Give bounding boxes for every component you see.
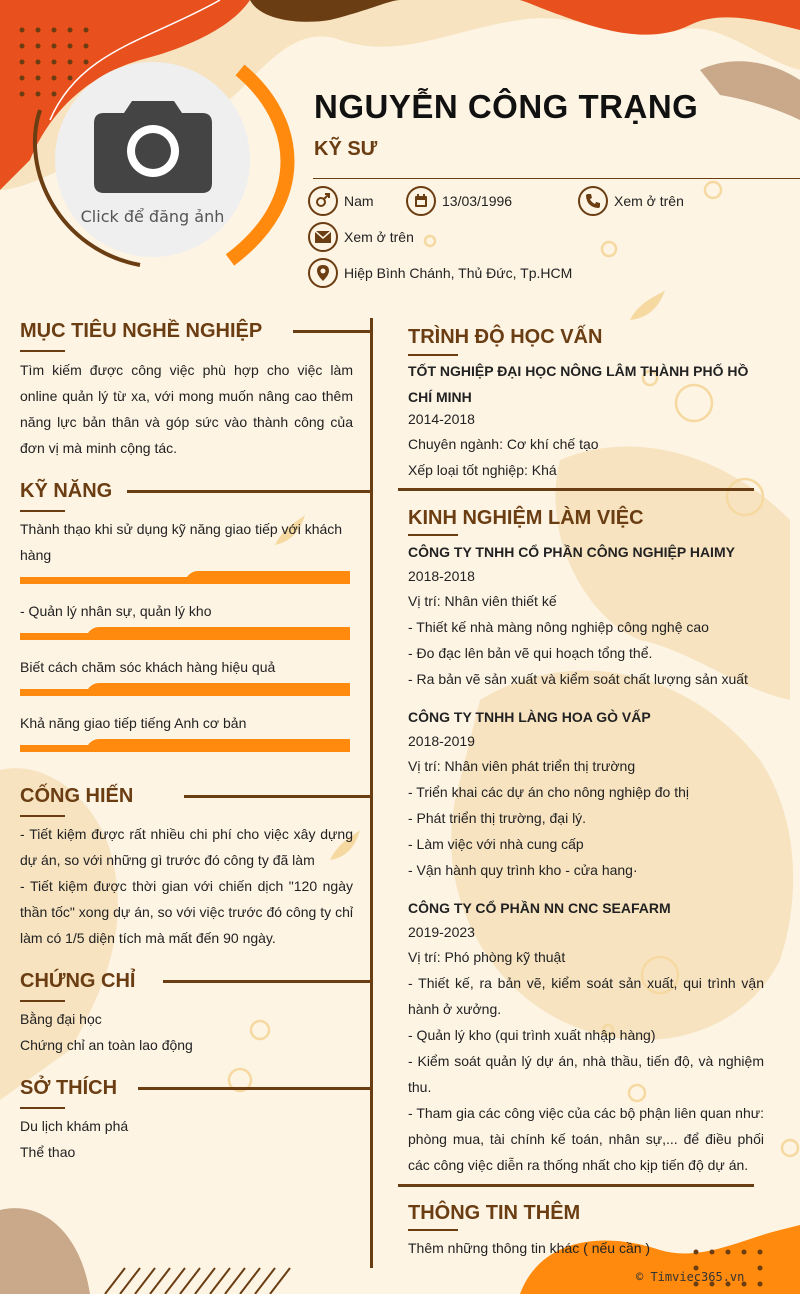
- extra-underline: [408, 1229, 458, 1231]
- education-rule: [398, 488, 754, 491]
- skills-rule: [127, 490, 371, 493]
- education-school[interactable]: TỐT NGHIỆP ĐẠI HỌC NÔNG LÂM THÀNH PHỐ HỒ CHÍ MINH: [408, 363, 749, 405]
- job-company[interactable]: CÔNG TY TNHH CỔ PHẦN CÔNG NGHIỆP HAIMY: [408, 544, 735, 560]
- skills-heading[interactable]: KỸ NĂNG: [20, 480, 113, 502]
- experience-rule: [398, 1184, 754, 1187]
- location-pin-icon: [308, 258, 338, 288]
- contribution-heading[interactable]: CỐNG HIẾN: [20, 785, 134, 807]
- skill-label[interactable]: Biết cách chăm sóc khách hàng hiệu quả: [20, 659, 276, 675]
- skill-label[interactable]: Khả năng giao tiếp tiếng Anh cơ bản: [20, 715, 247, 731]
- camera-icon: [94, 93, 212, 193]
- job-line[interactable]: - Vận hành quy trình kho - cửa hang·: [408, 862, 638, 878]
- education-major[interactable]: Chuyên ngành: Cơ khí chế tạo: [408, 436, 599, 452]
- job-line[interactable]: - Triển khai các dự án cho nông nghiệp đo thị: [408, 784, 689, 800]
- extra-text[interactable]: Thêm những thông tin khác ( nếu cần ): [408, 1240, 651, 1256]
- address-value: Hiệp Bình Chánh, Thủ Đức, Tp.HCM: [344, 265, 573, 281]
- job-line[interactable]: Vị trí: Nhân viên phát triển thị trường: [408, 758, 636, 774]
- job-line[interactable]: Vị trí: Nhân viên thiết kế: [408, 593, 557, 609]
- extra-heading[interactable]: THÔNG TIN THÊM: [408, 1202, 581, 1224]
- birthday-row[interactable]: [406, 186, 512, 216]
- hobby-item[interactable]: Du lịch khám phá: [20, 1118, 129, 1134]
- skill-bar: [20, 739, 350, 752]
- job-line[interactable]: - Làm việc với nhà cung cấp: [408, 836, 584, 852]
- certificate-item[interactable]: Chứng chỉ an toàn lao động: [20, 1037, 193, 1053]
- title-divider: [313, 178, 800, 179]
- skill-bar: [20, 683, 350, 696]
- hobbies-heading[interactable]: SỞ THÍCH: [20, 1077, 118, 1099]
- experience-underline: [408, 534, 458, 536]
- job-line[interactable]: Vị trí: Phó phòng kỹ thuật: [408, 949, 566, 965]
- job-line[interactable]: - Phát triển thị trường, đại lý.: [408, 810, 587, 826]
- full-name[interactable]: NGUYỄN CÔNG TRẠNG: [314, 88, 699, 125]
- gender-value: Nam: [344, 193, 374, 209]
- skill-bar: [20, 571, 350, 584]
- certificates-rule: [163, 980, 371, 983]
- gender-icon: [308, 186, 338, 216]
- objective-rule: [293, 330, 371, 333]
- phone-icon: [578, 186, 608, 216]
- address-row[interactable]: [308, 258, 572, 288]
- certificates-heading[interactable]: CHỨNG CHỈ: [20, 970, 136, 992]
- objective-heading[interactable]: MỤC TIÊU NGHỀ NGHIỆP: [20, 320, 263, 342]
- job-company[interactable]: CÔNG TY TNHH LÀNG HOA GÒ VẤP: [408, 709, 651, 725]
- phone-row[interactable]: [578, 186, 684, 216]
- skills-underline: [20, 510, 65, 512]
- hobbies-rule: [138, 1087, 371, 1090]
- job-line[interactable]: - Đo đạc lên bản vẽ qui hoạch tổng thể.: [408, 645, 653, 661]
- birthday-value: 13/03/1996: [442, 193, 513, 209]
- skill-bar: [20, 627, 350, 640]
- contribution-rule: [184, 795, 371, 798]
- job-title[interactable]: KỸ SƯ: [314, 138, 378, 160]
- column-divider: [370, 318, 373, 1268]
- job-company[interactable]: CÔNG TY CỔ PHẦN NN CNC SEAFARM: [408, 900, 671, 916]
- avatar-label: Click để đăng ảnh: [80, 207, 225, 226]
- job-line[interactable]: - Kiểm soát quản lý dự án, nhà thầu, tiến độ, và nghiệm thu.: [408, 1053, 764, 1095]
- objective-text[interactable]: Tìm kiếm được công việc phù hợp cho việc làm online quản lý từ xa, với mong muốn nâng cao thêm năng lực bản thân và góp sức vào thành công của đơn vị mà minh cộng tác.: [20, 362, 353, 456]
- avatar-area: [55, 62, 255, 272]
- job-line[interactable]: - Quản lý kho (qui trình xuất nhập hàng): [408, 1027, 656, 1043]
- certificates-underline: [20, 1000, 65, 1002]
- education-underline: [408, 354, 458, 356]
- hobbies-underline: [20, 1107, 65, 1109]
- hobby-item[interactable]: Thể thao: [20, 1144, 76, 1160]
- contribution-text-1[interactable]: - Tiết kiệm được rất nhiều chi phí cho việc xây dựng dự án, so với những gì trước đó công ty đã làm: [20, 826, 353, 868]
- skill-label[interactable]: - Quản lý nhân sự, quản lý kho: [20, 603, 212, 619]
- job-line[interactable]: - Thiết kế nhà màng nông nghiệp công nghệ cao: [408, 619, 709, 635]
- job-line[interactable]: - Ra bản vẽ sản xuất và kiểm soát chất lượng sản xuất: [408, 671, 748, 687]
- job-years[interactable]: 2019-2023: [408, 924, 475, 940]
- job-years[interactable]: 2018-2019: [408, 733, 475, 749]
- calendar-icon: [406, 186, 436, 216]
- skill-label[interactable]: Thành thạo khi sử dụng kỹ năng giao tiếp với khách hàng: [20, 521, 343, 563]
- mail-icon: [308, 222, 338, 252]
- email-row[interactable]: [308, 222, 414, 252]
- education-grade[interactable]: Xếp loại tốt nghiệp: Khá: [408, 462, 557, 478]
- watermark: © Timviec365.vn: [636, 1270, 745, 1284]
- avatar-upload[interactable]: [55, 62, 250, 257]
- gender-row[interactable]: [308, 186, 374, 216]
- job-line[interactable]: - Tham gia các công việc của các bộ phận liên quan như: phòng mua, tài chính kế toán, nhân sự,... để điều phối các công việc diễn ra thống nhất cho kịp tiến độ dự án.: [408, 1105, 764, 1173]
- certificate-item[interactable]: Bằng đại học: [20, 1011, 102, 1027]
- email-value: Xem ở trên: [344, 229, 414, 245]
- job-line[interactable]: - Thiết kế, ra bản vẽ, kiểm soát sản xuất, qui trình vận hành ở xưởng.: [408, 975, 764, 1017]
- job-years[interactable]: 2018-2018: [408, 568, 475, 584]
- experience-heading[interactable]: KINH NGHIỆM LÀM VIỆC: [408, 507, 644, 529]
- education-heading[interactable]: TRÌNH ĐỘ HỌC VẤN: [408, 326, 603, 348]
- contribution-text-2[interactable]: - Tiết kiệm được thời gian với chiến dịch "120 ngày thần tốc" xong dự án, so với việc trước đó công ty chỉ làm có 1/5 diện tích mà mất đến 90 ngày.: [20, 878, 353, 946]
- contribution-underline: [20, 815, 65, 817]
- education-years[interactable]: 2014-2018: [408, 411, 475, 427]
- objective-underline: [20, 350, 65, 352]
- phone-value: Xem ở trên: [614, 193, 684, 209]
